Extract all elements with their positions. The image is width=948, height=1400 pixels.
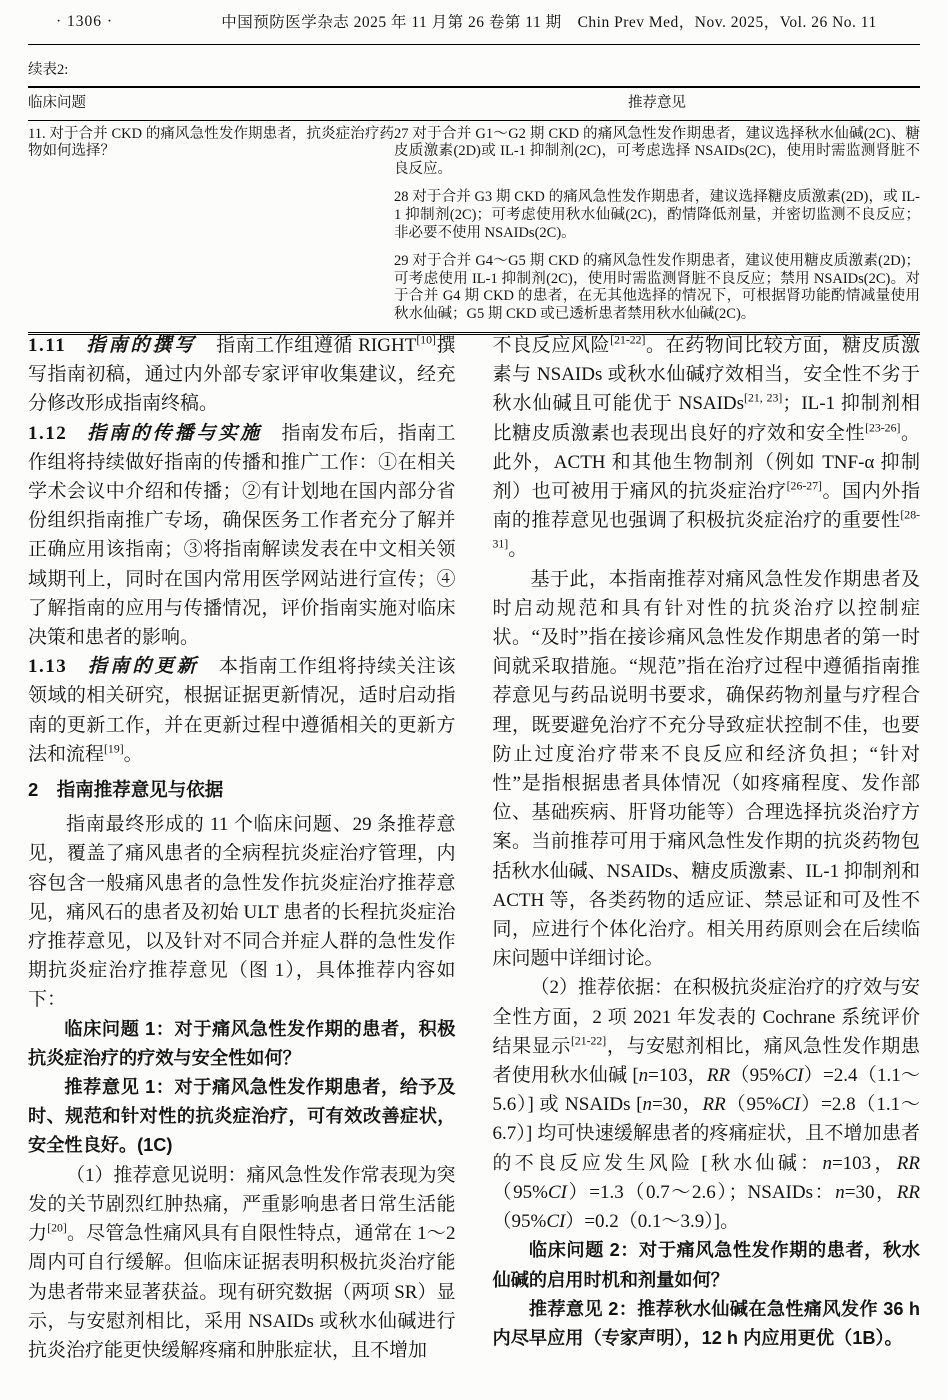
citation-ref: [21-22] (570, 1034, 607, 1048)
column-header-question: 临床问题 (28, 87, 394, 120)
question-cell: 11. 对于合并 CKD 的痛风急性发作期患者，抗炎症治疗药物如何选择？ (28, 125, 394, 160)
text-run: 。 (508, 539, 528, 561)
recommendation-item: 28 对于合并 G3 期 CKD 的痛风急性发作期患者，建议选择糖皮质激素(2D)，或 IL-1 抑制剂(2C)；可考虑使用秋水仙碱(2C)，酌情降低剂量，并密切监测不良反应；非必要不使用 NSAIDs(2C)。 (394, 189, 920, 241)
journal-title-line: 中国预防医学杂志 2025 年 11 月第 26 卷第 11 期 Chin Prev Med，Nov. 2025，Vol. 26 No. 11 (221, 14, 877, 31)
citation-ref: [26-27] (786, 479, 822, 493)
text-run: （95% (492, 1211, 547, 1233)
article-body (28, 331, 920, 1365)
section-2-heading (28, 775, 456, 804)
text-run: 撰写指南初稿，通过内外部专家评审收集建议，经充分修改形成指南终稿。 (28, 335, 456, 415)
text-run: 本指南工作组将持续关注该领域的相关研究，根据证据更新情况，适时启动指南的更新工作，并在更新过程中遵循相关的更新方法和流程 (28, 656, 456, 765)
text-run: =103， (648, 1065, 707, 1087)
text-run: 指南发布后，指南工作组将持续做好指南的传播和推广工作：①在相关学术会议中介绍和传播；②有计划地在国内部分省份组织指南推广专场，确保医务工作者充分了解并正确应用该指南；③将指南解读发表在中文相关领域期刊上，同时在国内常用医学网站进行宣传；④了解指南的应用与传播情况，评价指南实施对临床决策和患者的影响。 (28, 422, 456, 649)
recommendation-2 (493, 1295, 921, 1353)
citation-ref: [21-22] (610, 333, 646, 347)
text-run: ，与安慰剂相比，痛风急性发作期患者使用秋水仙碱 [ (492, 1035, 920, 1087)
text-run (67, 423, 87, 444)
column-right (493, 331, 921, 1365)
table-header-row (28, 87, 920, 120)
recommendation-item: 27 对于合并 G1～G2 期 CKD 的痛风急性发作期患者，建议选择秋水仙碱(2C)、糖皮质激素(2D)或 IL-1 抑制剂(2C)，可考虑选择 NSAIDs(2C)，使用时需监测肾脏不良反应。 (394, 125, 920, 177)
paragraph-evidence-1 (493, 973, 921, 1236)
text-run: n (638, 1065, 649, 1087)
text-run: 2 指南推荐意见与依据 (28, 779, 224, 801)
text-run: ；IL-1 抑制剂相比糖皮质激素也表现出良好的疗效和安全性 (492, 393, 920, 444)
clinical-question-1 (28, 1015, 456, 1073)
text-run: 1.13 (28, 656, 68, 678)
text-run: 不良反应风险 (492, 335, 611, 356)
table-row (28, 120, 920, 333)
clinical-question-2 (493, 1236, 921, 1294)
text-run: CI (784, 1065, 804, 1087)
text-run: ）=1.3（0.7～2.6）；NSAIDs： (566, 1181, 836, 1203)
text-run: 指南的传播与实施 (87, 422, 263, 444)
page-number: · 1306 · (56, 13, 114, 30)
text-run: =103， (831, 1152, 897, 1174)
recommendation-table (28, 86, 920, 335)
column-header-recommendation: 推荐意见 (394, 87, 920, 120)
recommendation-item: 29 对于合并 G4～G5 期 CKD 的痛风急性发作期患者，建议使用糖皮质激素(2D)；可考虑使用 IL-1 抑制剂(2C)，使用时需监测肾脏不良反应；禁用 NSAIDs(2C)。对于合并 G4 期 CKD 的患者，在无其他选择的情况下，可根据肾功能酌情减量使用秋水仙碱；G5 期 CKD 或已透析患者禁用秋水仙碱(2C)。 (394, 253, 920, 322)
section-1-11 (28, 331, 456, 419)
citation-ref: [28-31] (492, 508, 920, 552)
text-run: 1.11 (28, 335, 67, 356)
text-run: CI (547, 1181, 567, 1203)
text-run: 。 (123, 743, 143, 765)
section-1-12 (28, 419, 456, 653)
text-run: CI (781, 1094, 801, 1116)
text-run: 基于此，本指南推荐对痛风急性发作期患者及时启动规范和具有针对性的抗炎治疗以控制症状。“及时”指在接诊痛风急性发作期患者的第一时间就采取措施。“规范”指在治疗过程中遵循指南推荐意见与药品说明书要求，确保药物剂量与疗程合理，既要避免治疗不充分导致症状控制不佳，也要防止过度治疗带来不良反应和经济负担；“针对性”是指根据患者具体情况（如疼痛程度、发作部位、基础疾病、肝肾功能等）合理选择抗炎治疗方案。当前推荐可用于痛风急性发作期的抗炎药物包括秋水仙碱、NSAIDs、糖皮质激素、IL-1 抑制剂和 ACTH 等，各类药物的适应证、禁忌证和可及性不同，应进行个体化治疗。相关用药原则会在后续临床问题中详细讨论。 (492, 568, 920, 970)
text-run: ）=2.8（1.1～6.7）] 均可快速缓解患者的疼痛症状，且不增加患者的不良反应发生风险 [秋水仙碱： (492, 1094, 921, 1174)
column-left (28, 331, 456, 1365)
text-run: ）=0.2（0.1～3.9）]。 (565, 1211, 740, 1233)
text-run (66, 335, 86, 356)
text-run: n (835, 1181, 845, 1203)
text-run: =30， (844, 1181, 897, 1203)
text-run: 。国内外指南的推荐意见也强调了积极抗炎症治疗的重要性 (492, 481, 920, 532)
text-run: n (642, 1094, 652, 1116)
text-run: （95% (725, 1094, 782, 1116)
text-run: RR (896, 1152, 920, 1174)
text-run: =30， (651, 1094, 703, 1116)
citation-ref: [19] (104, 742, 124, 756)
text-run: ）=2.4（1.1～5.6）] 或 NSAIDs [ (492, 1065, 921, 1116)
citation-ref: [20] (47, 1221, 67, 1235)
citation-ref: [21, 23] (744, 392, 783, 406)
section-1-13 (28, 652, 456, 769)
running-head (28, 10, 920, 36)
recommendation-1 (28, 1073, 456, 1161)
paragraph-explanation-1-cont (493, 331, 921, 565)
text-run: 推荐意见 2：推荐秋水仙碱在急性痛风发作 36 h 内尽早应用（专家声明），12 h 内应用更优（1B）。 (492, 1298, 920, 1348)
text-run: 。在药物间比较方面，糖皮质激素与 NSAIDs 或秋水仙碱疗效相当，安全性不劣于秋水仙碱且可能优于 NSAIDs (492, 335, 920, 415)
text-run: 临床问题 1：对于痛风急性发作期的患者，积极抗炎症治疗的疗效与安全性如何？ (28, 1018, 456, 1068)
text-run: （95% (492, 1181, 548, 1203)
text-run: 临床问题 2：对于痛风急性发作期的患者，秋水仙碱的启用时机和剂量如何？ (492, 1240, 920, 1290)
text-run: RR (702, 1094, 726, 1116)
text-run: 1.12 (28, 422, 68, 444)
recommendation-cell (394, 120, 920, 333)
text-run: （2）推荐依据：在积极抗炎症治疗的疗效与安全性方面，2 项 2021 年发表的 Cochrane 系统评价结果显示 (492, 977, 921, 1057)
paragraph-based-on-this (493, 565, 921, 974)
citation-ref: [23-26] (865, 421, 901, 435)
paragraph-explanation-1 (28, 1161, 456, 1365)
text-run: 指南工作组遵循 RIGHT (196, 335, 417, 356)
citation-ref: [10] (416, 333, 436, 347)
text-run: （95% (730, 1065, 785, 1087)
text-run: 指南的撰写 (86, 335, 197, 356)
text-run: 指南的更新 (87, 656, 200, 678)
text-run: 。此外，ACTH 和其他生物制剂（例如 TNF-α 抑制剂）也可被用于痛风的抗炎症治疗 (492, 422, 920, 503)
text-run: n (822, 1152, 832, 1174)
table-continued-label: 续表2: (28, 62, 69, 78)
paragraph-overview (28, 810, 456, 1014)
header-rule (28, 44, 920, 45)
text-run: 推荐意见 1：对于痛风急性发作期患者，给予及时、规范和针对性的抗炎症治疗，可有效改善症状，安全性良好。(1C) (28, 1077, 456, 1156)
text-run (67, 656, 88, 677)
text-run: RR (706, 1065, 731, 1087)
text-run: CI (546, 1211, 566, 1233)
text-run: （1）推荐意见说明：痛风急性发作常表现为突发的关节剧烈红肿热痛，严重影响患者日常生活能力 (28, 1164, 456, 1245)
text-run: RR (896, 1181, 920, 1203)
text-run: 。尽管急性痛风具有自限性特点，通常在 1～2 周内可自行缓解。但临床证据表明积极抗炎治疗能为患者带来显著获益。现有研究数据（两项 SR）显示，与安慰剂相比，采用 NSAIDs 或秋水仙碱进行抗炎治疗能更快缓解疼痛和肿胀症状，且不增加 (28, 1223, 456, 1361)
text-run: 指南最终形成的 11 个临床问题、29 条推荐意见，覆盖了痛风患者的全病程抗炎症治疗管理，内容包含一般痛风患者的急性发作抗炎症治疗推荐意见，痛风石的患者及初始 ULT 患者的长程抗炎症治疗推荐意见，以及针对不同合并症人群的急性发作期抗炎症治疗推荐意见（图 1），具体推荐内容如下： (28, 814, 456, 1011)
